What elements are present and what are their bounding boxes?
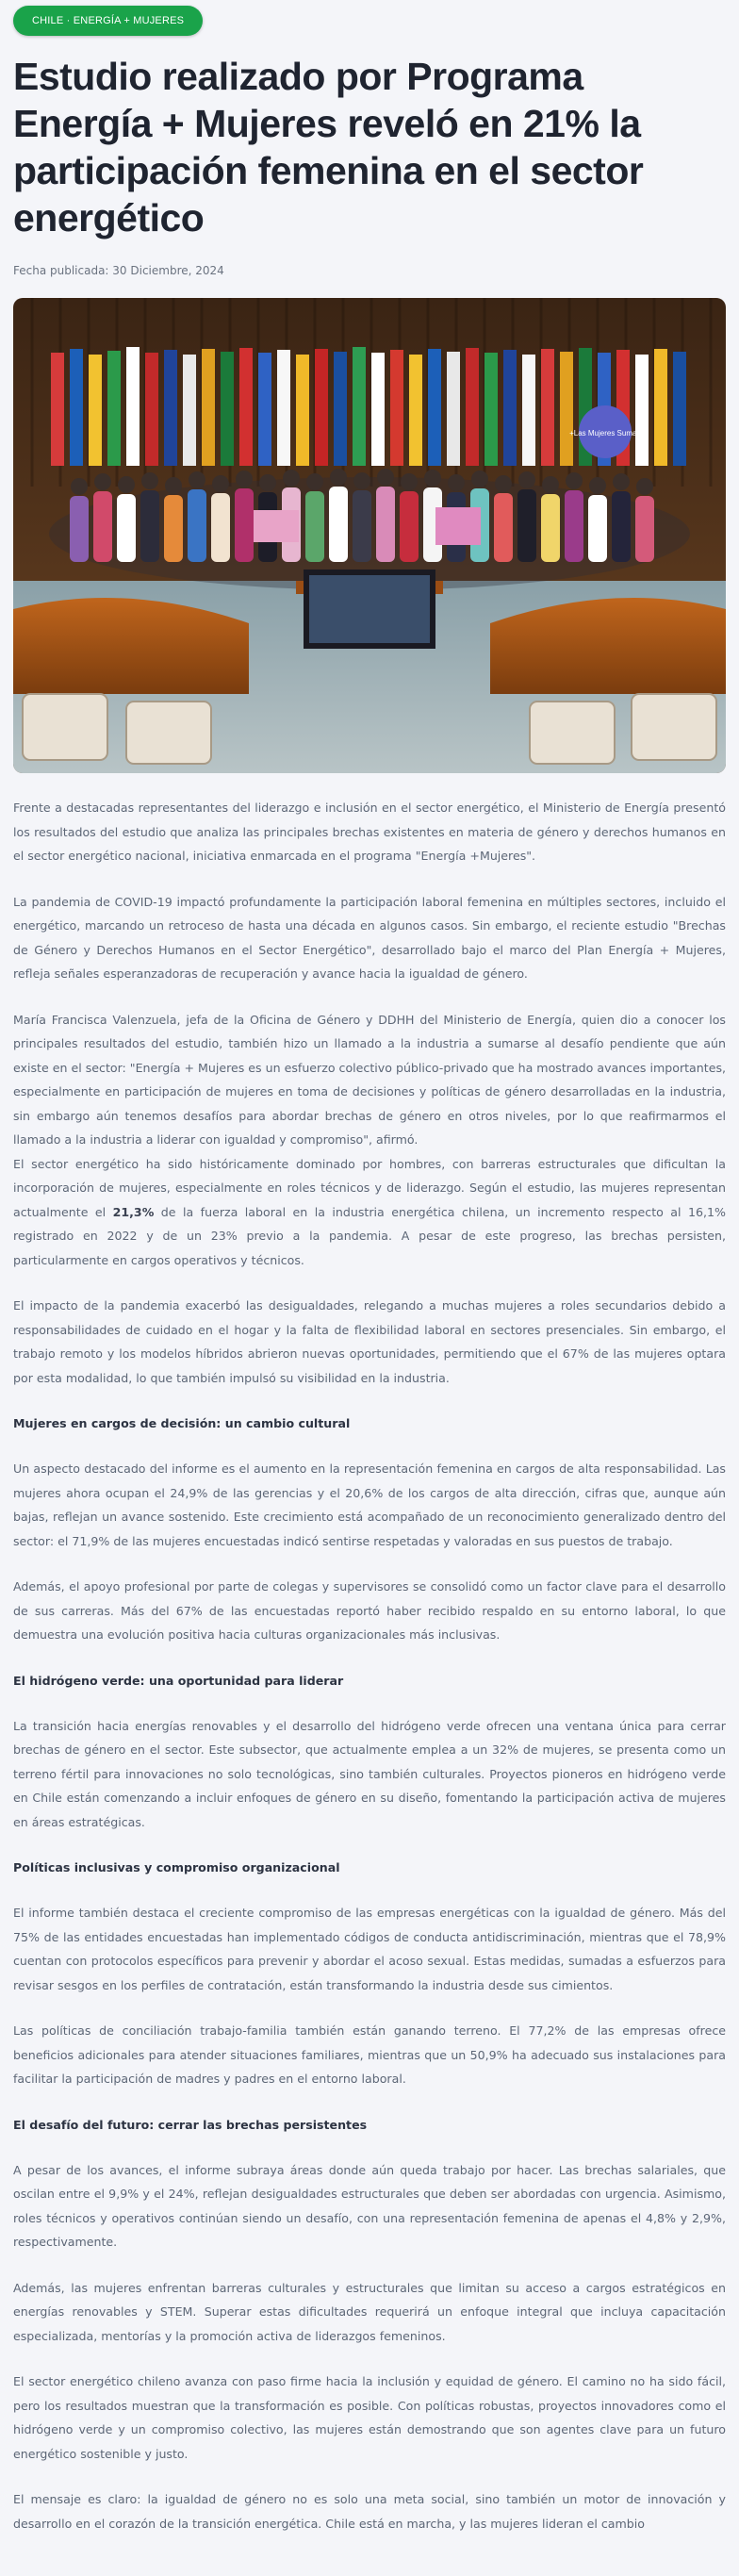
paragraph-text: de la fuerza laboral en la industria energética chilena, un incremento respecto al 16,1% registrado en 2022 y de un 23% previo a la pandemia. A pesar de este progreso, las brechas persisten, particularmente en cargos operativos y técnicos. xyxy=(13,1204,726,1267)
paragraph: El sector energético chileno avanza con paso firme hacia la inclusión y equidad de género. El camino no ha sido fácil, pero los resultados muestran que la transformación es posible. Con políticas robustas, proyectos innovadores como el hidrógeno verde y un compromiso colectivo, las mujeres están demostrando que son agentes clave para un futuro energético sostenible y justo. xyxy=(13,2374,726,2461)
paragraph: A pesar de los avances, el informe subraya áreas donde aún queda trabajo por hacer. Las brechas salariales, que oscilan entre el 9,9% y el 24%, reflejan desigualdades estructurales que deben ser abordadas con urgencia. Asimismo, roles técnicos y operativos continúan siendo un desafío, con una representación femenina de apenas el 4,8% y 2,9%, respectivamente. xyxy=(13,2162,726,2249)
section-heading: El desafío del futuro: cerrar las brechas persistentes xyxy=(13,2117,368,2132)
paragraph-text: El sector energético ha sido históricamente dominado por hombres, con barreras estructurales que dificultan la incorporación de mujeres, especialmente en roles técnicos y de liderazgo. Según el estudio, las mujeres representan actualmente el xyxy=(13,1156,726,1219)
paragraph: El mensaje es claro: la igualdad de género no es solo una meta social, sino también un motor de innovación y desarrollo en el corazón de la transición energética. Chile está en marcha, y las mujeres lideran el cambio xyxy=(13,2492,726,2531)
paragraph: Además, el apoyo profesional por parte de colegas y supervisores se consolidó como un factor clave para el desarrollo de sus carreras. Más del 67% de las encuestadas reportó haber recibido respaldo en su entorno laboral, lo que demuestra una evolución positiva hacia culturas organizacionales más inclusivas. xyxy=(13,1579,726,1642)
paragraph xyxy=(13,1152,726,1273)
paragraph: María Francisca Valenzuela, jefa de la Oficina de Género y DDHH del Ministerio de Energía, quien dio a conocer los principales resultados del estudio, también hizo un llamado a la industria a sumarse al desafío pendiente que aún existe en el sector: "Energía + Mujeres es un esfuerzo colectivo público-privado que ha mostrado avances importantes, especialmente en participación de mujeres en toma de decisiones y políticas de género desarrolladas en la industria, sin embargo aún tenemos desafíos para abordar brechas de género en otros niveles, por lo que reafirmarmos el llamado a la industria a liderar con igualdad y compromiso", afirmó. xyxy=(13,1012,727,1147)
paragraph: El informe también destaca el creciente compromiso de las empresas energéticas con la igualdad de género. Más del 75% de las entidades encuestadas han implementado códigos de conducta antidiscriminación, mientras que el 78,9% cuentan con protocolos específicos para prevenir y abordar el acoso sexual. Estas medidas, sumadas a esfuerzos para revisar sesgos en los perfiles de contratación, están transformando la industria desde sus cimientos. xyxy=(13,1906,726,1992)
photo-banner-text: +Las Mujeres Suman xyxy=(569,429,641,438)
category-tag[interactable]: CHILE · ENERGÍA + MUJERES xyxy=(13,6,203,36)
paragraph: El impacto de la pandemia exacerbó las desigualdades, relegando a muchas mujeres a roles secundarios debido a responsabilidades de cuidado en el hogar y la falta de flexibilidad laboral en sectores presenciales. Sin embargo, el trabajo remoto y los modelos híbridos abrieron nuevas oportunidades, permitiendo que el 67% de las mujeres optara por esta modalidad, lo que también impulsó su visibilidad en la industria. xyxy=(13,1298,726,1385)
article-body xyxy=(13,796,726,2535)
paragraph: Además, las mujeres enfrentan barreras culturales y estructurales que limitan su acceso a cargos estratégicos en energías renovables y STEM. Superar estas dificultades requerirá un enfoque integral que incluya capacitación especializada, mentorías y la promoción activa de liderazgos femeninos. xyxy=(13,2280,726,2343)
paragraph: Frente a destacadas representantes del liderazgo e inclusión en el sector energético, el Ministerio de Energía presentó los resultados del estudio que analiza las principales brechas existentes en materia de género y derechos humanos en el sector energético nacional, iniciativa enmarcada en el programa "Energía +Mujeres". xyxy=(13,801,726,863)
section-heading: Políticas inclusivas y compromiso organizacional xyxy=(13,1860,340,1874)
paragraph: Las políticas de conciliación trabajo-familia también están ganando terreno. El 77,2% de las empresas ofrece beneficios adicionales para atender situaciones familiares, mientras que un 50,9% ha adecuado sus instalaciones para facilitar la participación de madres y padres en el entorno laboral. xyxy=(13,2023,726,2086)
section-heading: El hidrógeno verde: una oportunidad para liderar xyxy=(13,1673,344,1688)
paragraph: La pandemia de COVID-19 impactó profundamente la participación laboral femenina en múltiples sectores, incluido el energético, marcando un retroceso de hasta una década en algunos casos. Sin embargo, el reciente estudio "Brechas de Género y Derechos Humanos en el Sector Energético", desarrollado bajo el marco del Plan Energía + Mujeres, refleja señales esperanzadoras de recuperación y avance hacia la igualdad de género. xyxy=(13,894,726,981)
section-heading: Mujeres en cargos de decisión: un cambio cultural xyxy=(13,1416,351,1430)
paragraph: Un aspecto destacado del informe es el aumento en la representación femenina en cargos de alta responsabilidad. Las mujeres ahora ocupan el 24,9% de las gerencias y el 20,6% de los cargos de alta dirección, cifras que, aunque aún bajas, reflejan un avance sostenido. Este crecimiento está acompañado de un reconocimiento generalizado dentro del sector: el 71,9% de las mujeres encuestadas indicó sentirse respetadas y valoradas en sus puestos de trabajo. xyxy=(13,1461,726,1548)
paragraph: La transición hacia energías renovables y el desarrollo del hidrógeno verde ofrecen una ventana única para cerrar brechas de género en el sector. Este subsector, que actualmente emplea a un 32% de mujeres, se presenta como un terreno fértil para innovaciones no solo tecnológicas, sino también culturales. Proyectos pioneros en hidrógeno verde en Chile están comenzando a incluir enfoques de género en su diseño, fomentando la participación activa de mujeres en áreas estratégicas. xyxy=(13,1718,726,1829)
highlight-number: 21,3% xyxy=(112,1204,155,1219)
hero-photo xyxy=(13,298,726,773)
article-title: Estudio realizado por Programa Energía + Mujeres reveló en 21% la participación femenina en el sector energético xyxy=(13,55,644,239)
publish-date: Fecha publicada: 30 Diciembre, 2024 xyxy=(13,264,224,277)
